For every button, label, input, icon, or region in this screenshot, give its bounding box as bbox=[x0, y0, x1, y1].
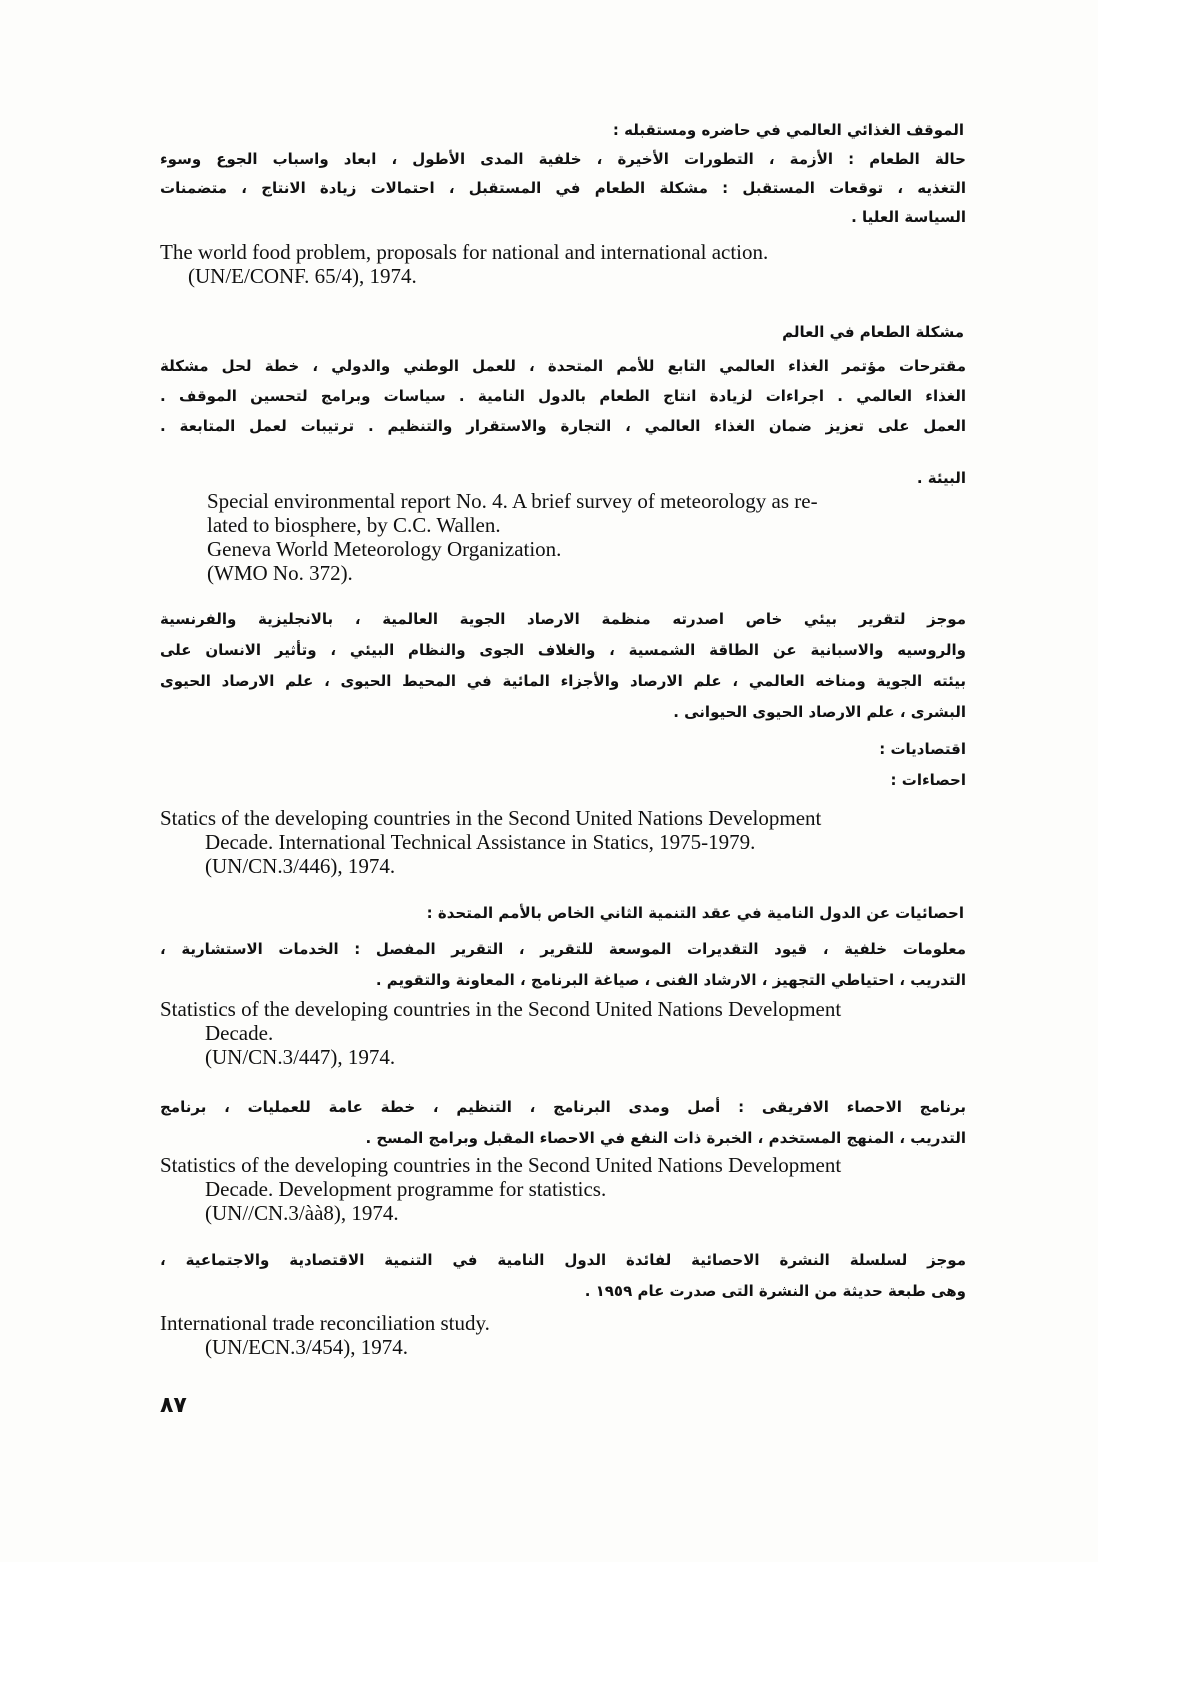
arabic-paragraph bbox=[160, 934, 966, 996]
arabic-heading bbox=[700, 318, 964, 347]
citation-line: Geneva World Meteorology Organization. bbox=[207, 537, 562, 561]
english-citation bbox=[207, 489, 818, 585]
arabic-paragraph bbox=[160, 351, 966, 493]
citation-title: Statics of the developing countries in the Second United Nations Development bbox=[160, 806, 822, 830]
arabic-heading bbox=[360, 899, 964, 928]
arabic-line: احصائيات عن الدول النامية في عقد التنمية الثاني الخاص بالأمم المتحدة : bbox=[426, 904, 964, 922]
arabic-line: التدريب ، المنهج المستخدم ، الخبرة ذات النفع في الاحصاء المقبل وبرامج المسح . bbox=[365, 1129, 966, 1147]
citation-ref: (UN/E/CONF. 65/4), 1974. bbox=[188, 264, 417, 288]
arabic-paragraph bbox=[160, 604, 966, 796]
arabic-line: البشرى ، علم الارصاد الحيوى الحيوانى . bbox=[673, 703, 966, 721]
citation-title: International trade reconciliation study. bbox=[160, 1311, 490, 1335]
english-citation bbox=[160, 240, 768, 288]
citation-title: Statistics of the developing countries in the Second United Nations Development bbox=[160, 1153, 842, 1177]
arabic-line: بيئته الجوية ومناخه العالمي ، علم الارصاد والأجزاء المائية في المحيط الحيوى ، علم الارصاد الحيوى bbox=[160, 672, 966, 690]
arabic-line: البيئة . bbox=[916, 469, 966, 487]
english-citation bbox=[160, 1153, 841, 1225]
english-citation bbox=[160, 997, 841, 1069]
arabic-line: التدريب ، احتياطي التجهيز ، الارشاد الفنى ، صياغة البرنامج ، المعاونة والتقويم . bbox=[375, 971, 966, 989]
arabic-line: معلومات خلفية ، قيود التقديرات الموسعة للتقرير ، التقرير المفصل : الخدمات الاستشارية ، bbox=[160, 940, 966, 958]
citation-line: lated to biosphere, by C.C. Wallen. bbox=[207, 513, 501, 537]
arabic-line: موجز لتقرير بيئي خاص اصدرته منظمة الارصاد الجوية العالمية ، بالانجليزية والفرنسية bbox=[160, 610, 966, 628]
arabic-line: الموقف الغذائي العالمي في حاضره ومستقبله : bbox=[612, 121, 964, 139]
arabic-line: السياسة العليا . bbox=[851, 208, 966, 226]
citation-ref: (UN/CN.3/446), 1974. bbox=[205, 854, 396, 878]
citation-line: Decade. bbox=[205, 1021, 274, 1045]
arabic-paragraph bbox=[160, 1245, 966, 1307]
arabic-line: الغذاء العالمي . اجراءات لزيادة انتاج الطعام بالدول النامية . سياسات وبرامج لتحسين الموقف . bbox=[160, 387, 966, 405]
arabic-line: برنامج الاحصاء الافريقى : أصل ومدى البرنامج ، التنظيم ، خطة عامة للعمليات ، برنامج bbox=[160, 1098, 966, 1116]
arabic-line: وهى طبعة حديثة من النشرة التى صدرت عام ١٩٥٩ . bbox=[584, 1282, 966, 1300]
arabic-line: العمل على تعزيز ضمان الغذاء العالمي ، التجارة والاستقرار والتنظيم . ترتيبات لعمل المتابعة . bbox=[160, 417, 966, 435]
arabic-line: حالة الطعام : الأزمة ، التطورات الأخيرة ، خلفية المدى الأطول ، ابعاد واسباب الجوع وسوء bbox=[160, 150, 966, 168]
arabic-heading bbox=[596, 116, 964, 145]
english-citation bbox=[160, 1311, 490, 1359]
arabic-line: مشكلة الطعام في العالم bbox=[782, 323, 964, 341]
citation-line: Decade. International Technical Assistance in Statics, 1975-1979. bbox=[205, 830, 756, 854]
english-citation bbox=[160, 806, 821, 878]
citation-title: Statistics of the developing countries in the Second United Nations Development bbox=[160, 997, 842, 1021]
arabic-section-heading: احصاءات : bbox=[890, 771, 966, 789]
citation-title: The world food problem, proposals for national and international action. bbox=[160, 240, 769, 264]
arabic-line: التغذيه ، توقعات المستقبل : مشكلة الطعام في المستقبل ، احتمالات زيادة الانتاج ، متضمنات bbox=[160, 179, 966, 197]
arabic-line: والروسيه والاسبانية عن الطاقة الشمسية ، والغلاف الجوى والنظام البيئي ، وتأثير الانسان على bbox=[160, 641, 966, 659]
citation-ref: (WMO No. 372). bbox=[207, 561, 353, 585]
page-number: ٨٧ bbox=[160, 1393, 187, 1418]
citation-ref: (UN/ECN.3/454), 1974. bbox=[205, 1335, 408, 1359]
citation-line: Decade. Development programme for statistics. bbox=[205, 1177, 607, 1201]
citation-title: Special environmental report No. 4. A brief survey of meteorology as re- bbox=[207, 489, 818, 513]
arabic-paragraph bbox=[160, 1092, 966, 1154]
arabic-section-heading: اقتصاديات : bbox=[879, 740, 966, 758]
arabic-line: مقترحات مؤتمر الغذاء العالمي التابع للأمم المتحدة ، للعمل الوطني والدولي ، خطة لحل مشكلة bbox=[160, 357, 966, 375]
arabic-line: موجز لسلسلة النشرة الاحصائية لفائدة الدول النامية في التنمية الاقتصادية والاجتماعية ، bbox=[160, 1251, 966, 1269]
citation-ref: (UN//CN.3/àà8), 1974. bbox=[205, 1201, 399, 1225]
citation-ref: (UN/CN.3/447), 1974. bbox=[205, 1045, 396, 1069]
arabic-paragraph bbox=[160, 145, 966, 232]
